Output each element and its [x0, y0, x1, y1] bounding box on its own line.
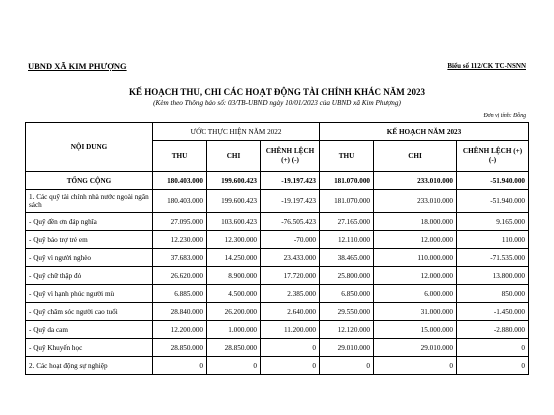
document-title: KẾ HOẠCH THU, CHI CÁC HOẠT ĐỘNG TÀI CHÍNH KHÁC NĂM 2023 [128, 87, 426, 97]
cell-value: 12.000.000 [374, 267, 457, 285]
table-row [26, 249, 529, 267]
cell-value: 2.640.000 [261, 303, 320, 321]
cell-value: 233.010.000 [374, 172, 457, 190]
col-chi-2023: CHI [374, 141, 457, 172]
cell-value: 4.500.000 [207, 285, 261, 303]
cell-value: 26.620.000 [153, 267, 207, 285]
cell-value: 180.403.000 [153, 172, 207, 190]
cell-value: 31.000.000 [374, 303, 457, 321]
cell-value: 181.070.000 [320, 172, 374, 190]
cell-value: 0 [374, 357, 457, 375]
cell-value: 8.900.000 [207, 267, 261, 285]
cell-value: 0 [153, 357, 207, 375]
cell-value: -71.535.000 [457, 249, 529, 267]
cell-value: 17.720.000 [261, 267, 320, 285]
cell-value: 28.840.000 [153, 303, 207, 321]
col-chenh-lech-2023: CHÊNH LỆCH (+) (-) [457, 141, 529, 172]
cell-value: 110.000.000 [374, 249, 457, 267]
cell-value: 0 [261, 339, 320, 357]
cell-value: 0 [457, 339, 529, 357]
row-label: - Quỹ bảo trợ trẻ em [26, 231, 153, 249]
cell-value: -19.197.423 [261, 172, 320, 190]
organization-name: UBND XÃ KIM PHƯỢNG [28, 61, 127, 71]
cell-value: 26.200.000 [207, 303, 261, 321]
table-row [26, 231, 529, 249]
unit-note: Đơn vị tính: Đồng [483, 113, 526, 119]
row-label: - Quỹ chữ thập đỏ [26, 267, 153, 285]
col-noi-dung: NỘI DUNG [26, 123, 153, 172]
col-chi-2022: CHI [207, 141, 261, 172]
row-label: 1. Các quỹ tài chính nhà nước ngoài ngân sách [26, 190, 153, 213]
row-label: - Quỹ đền ơn đáp nghĩa [26, 213, 153, 231]
cell-value: -51.940.000 [457, 190, 529, 213]
cell-value: 28.850.000 [207, 339, 261, 357]
table-row [26, 339, 529, 357]
table-row [26, 357, 529, 375]
table-row [26, 267, 529, 285]
header-row-groups [26, 123, 529, 141]
total-row [26, 172, 529, 190]
col-thu-2022: THU [153, 141, 207, 172]
cell-value: 199.600.423 [207, 190, 261, 213]
cell-value: -70.000 [261, 231, 320, 249]
cell-value: 0 [207, 357, 261, 375]
cell-value: 37.683.000 [153, 249, 207, 267]
cell-value: 15.000.000 [374, 321, 457, 339]
cell-value: 12.120.000 [320, 321, 374, 339]
row-label: - Quỹ vì hạnh phúc người mù [26, 285, 153, 303]
cell-value: 2.385.000 [261, 285, 320, 303]
document-subtitle: (Kèm theo Thông báo số: 03/TB-UBND ngày 10/01/2023 của UBND xã Kim Phượng) [153, 99, 401, 107]
cell-value: -19.197.423 [261, 190, 320, 213]
row-label: 2. Các hoạt động sự nghiệp [26, 357, 153, 375]
cell-value: 29.010.000 [374, 339, 457, 357]
row-label: - Quỹ chăm sóc người cao tuổi [26, 303, 153, 321]
cell-value: 9.165.000 [457, 213, 529, 231]
table-row [26, 213, 529, 231]
cell-value: 12.110.000 [320, 231, 374, 249]
cell-value: 14.250.000 [207, 249, 261, 267]
row-label: TỔNG CỘNG [26, 172, 153, 190]
cell-value: 12.230.000 [153, 231, 207, 249]
cell-value: 27.165.000 [320, 213, 374, 231]
cell-value: 28.850.000 [153, 339, 207, 357]
cell-value: 1.000.000 [207, 321, 261, 339]
cell-value: 38.465.000 [320, 249, 374, 267]
cell-value: 27.095.000 [153, 213, 207, 231]
row-label: - Quỹ vì người nghèo [26, 249, 153, 267]
cell-value: 180.403.000 [153, 190, 207, 213]
cell-value: -76.505.423 [261, 213, 320, 231]
cell-value: -1.450.000 [457, 303, 529, 321]
cell-value: 6.000.000 [374, 285, 457, 303]
form-number: Biểu số 112/CK TC-NSNN [447, 62, 526, 70]
cell-value: 23.433.000 [261, 249, 320, 267]
row-label: - Quỹ da cam [26, 321, 153, 339]
cell-value: 110.000 [457, 231, 529, 249]
cell-value: 199.600.423 [207, 172, 261, 190]
group-uoc-thuc-hien: ƯỚC THỰC HIỆN NĂM 2022 [153, 123, 320, 141]
cell-value: 6.885.000 [153, 285, 207, 303]
cell-value: 29.550.000 [320, 303, 374, 321]
col-chenh-lech-2022: CHÊNH LỆCH (+) (-) [261, 141, 320, 172]
cell-value: 0 [320, 357, 374, 375]
finance-table [25, 122, 529, 375]
table-row [26, 190, 529, 213]
cell-value: 25.800.000 [320, 267, 374, 285]
col-thu-2023: THU [320, 141, 374, 172]
cell-value: 233.010.000 [374, 190, 457, 213]
table-row [26, 285, 529, 303]
cell-value: 0 [261, 357, 320, 375]
row-label: - Quỹ Khuyến học [26, 339, 153, 357]
cell-value: -51.940.000 [457, 172, 529, 190]
cell-value: -2.880.000 [457, 321, 529, 339]
cell-value: 850.000 [457, 285, 529, 303]
cell-value: 12.200.000 [153, 321, 207, 339]
cell-value: 13.800.000 [457, 267, 529, 285]
cell-value: 29.010.000 [320, 339, 374, 357]
cell-value: 103.600.423 [207, 213, 261, 231]
cell-value: 12.300.000 [207, 231, 261, 249]
cell-value: 0 [457, 357, 529, 375]
cell-value: 6.850.000 [320, 285, 374, 303]
cell-value: 11.200.000 [261, 321, 320, 339]
table-row [26, 303, 529, 321]
group-ke-hoach: KẾ HOẠCH NĂM 2023 [320, 123, 529, 141]
table-row [26, 321, 529, 339]
cell-value: 12.000.000 [374, 231, 457, 249]
cell-value: 18.000.000 [374, 213, 457, 231]
cell-value: 181.070.000 [320, 190, 374, 213]
